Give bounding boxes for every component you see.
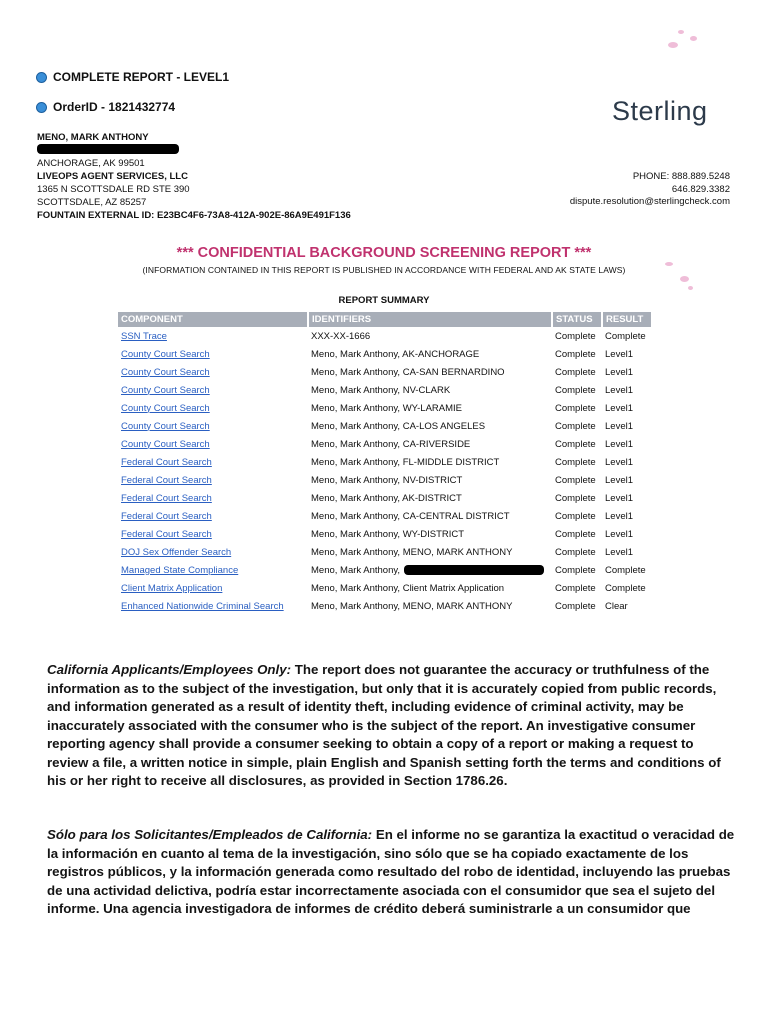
- identifier-text: Meno, Mark Anthony, AK-ANCHORAGE: [311, 348, 480, 360]
- identifier-cell: [308, 345, 552, 363]
- header-result: RESULT: [602, 312, 651, 327]
- identifier-text: Meno, Mark Anthony,: [311, 564, 401, 576]
- employer-name: LIVEOPS AGENT SERVICES, LLC: [37, 171, 188, 182]
- result-cell: Level1: [605, 402, 633, 414]
- component-cell: [118, 453, 308, 471]
- subject-name: MENO, MARK ANTHONY: [37, 132, 149, 143]
- component-cell: [118, 381, 308, 399]
- subject-block: [37, 131, 397, 222]
- identifier-text: Meno, Mark Anthony, AK-DISTRICT: [311, 492, 462, 504]
- result-cell: Level1: [605, 492, 633, 504]
- table-row: [118, 579, 651, 597]
- confidential-title: *** CONFIDENTIAL BACKGROUND SCREENING REPORT ***: [176, 245, 592, 261]
- component-link[interactable]: Managed State Compliance: [121, 564, 239, 576]
- result-cell: Level1: [605, 510, 633, 522]
- component-link[interactable]: Federal Court Search: [121, 528, 212, 540]
- identifier-cell: [308, 579, 552, 597]
- component-link[interactable]: County Court Search: [121, 384, 210, 396]
- table-row: [118, 561, 651, 579]
- component-cell: [118, 435, 308, 453]
- california-notice-lead: California Applicants/Employees Only:: [47, 662, 292, 677]
- result-cell: Complete: [605, 330, 646, 342]
- status-cell: Complete: [555, 330, 596, 342]
- table-row: [118, 363, 651, 381]
- status-cell: Complete: [555, 384, 596, 396]
- contact-block: [470, 171, 730, 209]
- california-notice: [47, 661, 737, 791]
- redacted-address: [37, 144, 397, 157]
- result-cell: Complete: [605, 564, 646, 576]
- result-cell: Level1: [605, 366, 633, 378]
- component-link[interactable]: County Court Search: [121, 420, 210, 432]
- identifier-cell: [308, 363, 552, 381]
- status-cell: Complete: [555, 420, 596, 432]
- table-row: [118, 417, 651, 435]
- result-cell: Level1: [605, 348, 633, 360]
- component-cell: [118, 525, 308, 543]
- result-cell: Level1: [605, 420, 633, 432]
- result-cell: Level1: [605, 438, 633, 450]
- component-link[interactable]: Federal Court Search: [121, 456, 212, 468]
- identifier-text: Meno, Mark Anthony, CA-LOS ANGELES: [311, 420, 486, 432]
- spanish-notice: [47, 826, 737, 919]
- component-link[interactable]: Federal Court Search: [121, 510, 212, 522]
- spanish-notice-text: En el informe no se garantiza la exactitud o veracidad de la información en cuanto al tema de la investigación, sino sólo que se ha copiado exactamente de los registros públicos, y la información generada como resultado del robo de identidad, incluyendo las pruebas de una actividad delictiva, podría estar incorrectamente asociada con el consumidor que sea el sujeto del informe. Una agencia investigadora de informes de crédito deberá suministrarle a un consumidor que: [47, 827, 735, 916]
- identifier-text: Meno, Mark Anthony, NV-CLARK: [311, 384, 451, 396]
- identifier-cell: [308, 399, 552, 417]
- dispute-email: dispute.resolution@sterlingcheck.com: [569, 196, 730, 207]
- identifier-cell: [308, 381, 552, 399]
- component-link[interactable]: County Court Search: [121, 402, 210, 414]
- bullet-icon: [36, 72, 47, 83]
- order-id-text: OrderID - 1821432774: [53, 100, 176, 114]
- component-cell: [118, 507, 308, 525]
- status-cell: Complete: [555, 600, 596, 612]
- redaction-bar: [37, 144, 179, 154]
- california-notice-text: The report does not guarantee the accuracy or truthfulness of the information as to the subject of the investigation, but only that it is accurately copied from public records, and information generated as a result of identity theft, including evidence of criminal activity, may be inaccurately associated with the consumer who is the subject of the report. An investigative consumer reporting agency shall provide a consumer seeking to obtain a copy of a report or making a request to review a file, a written notice in simple, plain English and Spanish setting forth the terms and conditions of his or her right to receive all disclosures, as provided in Section 1786.26.: [47, 662, 721, 788]
- header-identifiers: IDENTIFIERS: [308, 312, 552, 327]
- employer-address-1: 1365 N SCOTTSDALE RD STE 390: [37, 184, 190, 195]
- component-link[interactable]: County Court Search: [121, 348, 210, 360]
- status-cell: Complete: [555, 546, 596, 558]
- table-row: [118, 543, 651, 561]
- stain-mark: [680, 276, 689, 282]
- identifier-cell: [308, 525, 552, 543]
- status-cell: Complete: [555, 402, 596, 414]
- status-cell: Complete: [555, 474, 596, 486]
- table-header-row: [118, 312, 651, 327]
- table-row: [118, 507, 651, 525]
- order-id-heading: [36, 100, 175, 114]
- bullet-icon: [36, 102, 47, 113]
- status-cell: Complete: [555, 438, 596, 450]
- status-cell: Complete: [555, 582, 596, 594]
- result-cell: Complete: [605, 582, 646, 594]
- identifier-text: Meno, Mark Anthony, NV-DISTRICT: [311, 474, 463, 486]
- component-link[interactable]: SSN Trace: [121, 330, 167, 342]
- table-row: [118, 399, 651, 417]
- component-cell: [118, 579, 308, 597]
- status-cell: Complete: [555, 492, 596, 504]
- identifier-cell: [308, 471, 552, 489]
- identifier-text: Meno, Mark Anthony, WY-DISTRICT: [311, 528, 465, 540]
- table-row: [118, 327, 651, 345]
- status-cell: Complete: [555, 564, 596, 576]
- component-cell: [118, 489, 308, 507]
- header-status: STATUS: [552, 312, 602, 327]
- result-cell: Level1: [605, 474, 633, 486]
- report-summary-title: REPORT SUMMARY: [338, 295, 430, 306]
- status-cell: Complete: [555, 456, 596, 468]
- identifier-text: Meno, Mark Anthony, CA-RIVERSIDE: [311, 438, 471, 450]
- identifier-text: Meno, Mark Anthony, FL-MIDDLE DISTRICT: [311, 456, 500, 468]
- table-row: [118, 453, 651, 471]
- component-link[interactable]: Federal Court Search: [121, 492, 212, 504]
- identifier-text: Meno, Mark Anthony, CA-CENTRAL DISTRICT: [311, 510, 510, 522]
- status-cell: Complete: [555, 348, 596, 360]
- component-cell: [118, 345, 308, 363]
- stain-mark: [690, 36, 697, 41]
- result-cell: Clear: [605, 600, 628, 612]
- table-row: [118, 489, 651, 507]
- table-row: [118, 345, 651, 363]
- identifier-cell: [308, 597, 552, 615]
- table-row: [118, 471, 651, 489]
- component-cell: [118, 471, 308, 489]
- table-row: [118, 435, 651, 453]
- component-link[interactable]: DOJ Sex Offender Search: [121, 546, 232, 558]
- identifier-cell: [308, 543, 552, 561]
- component-cell: [118, 363, 308, 381]
- identifier-cell: [308, 507, 552, 525]
- table-row: [118, 381, 651, 399]
- component-link[interactable]: Federal Court Search: [121, 474, 212, 486]
- component-cell: [118, 417, 308, 435]
- component-link[interactable]: Client Matrix Application: [121, 582, 223, 594]
- result-cell: Level1: [605, 546, 633, 558]
- identifier-text: Meno, Mark Anthony, CA-SAN BERNARDINO: [311, 366, 505, 378]
- component-cell: [118, 597, 308, 615]
- header-component: COMPONENT: [118, 312, 308, 327]
- phone-secondary: 646.829.3382: [671, 183, 730, 195]
- stain-mark: [668, 42, 678, 48]
- identifier-cell: [308, 453, 552, 471]
- report-level-text: COMPLETE REPORT - LEVEL1: [53, 70, 230, 84]
- component-cell: [118, 399, 308, 417]
- redaction-bar: [404, 565, 544, 575]
- external-id: FOUNTAIN EXTERNAL ID: E23BC4F6-73A8-412A-902E-86A9E491F136: [37, 210, 351, 221]
- status-cell: Complete: [555, 528, 596, 540]
- component-link[interactable]: County Court Search: [121, 366, 210, 378]
- subject-city: ANCHORAGE, AK 99501: [37, 158, 145, 169]
- phone-primary: PHONE: 888.889.5248: [632, 171, 730, 182]
- identifier-cell: [308, 327, 552, 345]
- result-cell: Level1: [605, 384, 633, 396]
- identifier-cell: [308, 435, 552, 453]
- identifier-text: Meno, Mark Anthony, MENO, MARK ANTHONY: [311, 546, 513, 558]
- result-cell: Level1: [605, 528, 633, 540]
- sterling-logo: Sterling: [612, 96, 708, 126]
- status-cell: Complete: [555, 366, 596, 378]
- result-cell: Level1: [605, 456, 633, 468]
- identifier-text: Meno, Mark Anthony, WY-LARAMIE: [311, 402, 463, 414]
- identifier-text: Meno, Mark Anthony, Client Matrix Application: [311, 582, 505, 594]
- stain-mark: [688, 286, 693, 290]
- spanish-notice-lead: Sólo para los Solicitantes/Empleados de California:: [47, 827, 373, 842]
- stain-mark: [678, 30, 684, 34]
- identifier-cell: [308, 561, 552, 579]
- report-level-heading: [36, 70, 229, 84]
- component-cell: [118, 543, 308, 561]
- identifier-cell: [308, 489, 552, 507]
- component-cell: [118, 327, 308, 345]
- employer-address-2: SCOTTSDALE, AZ 85257: [37, 197, 147, 208]
- identifier-text: Meno, Mark Anthony, MENO, MARK ANTHONY: [311, 600, 513, 612]
- table-row: [118, 525, 651, 543]
- report-summary-table: [118, 312, 651, 615]
- table-row: [118, 597, 651, 615]
- confidential-subtitle: (INFORMATION CONTAINED IN THIS REPORT IS PUBLISHED IN ACCORDANCE WITH FEDERAL AND AK STATE LAWS): [142, 265, 626, 275]
- component-cell: [118, 561, 308, 579]
- component-link[interactable]: Enhanced Nationwide Criminal Search: [121, 600, 284, 612]
- identifier-cell: [308, 417, 552, 435]
- component-link[interactable]: County Court Search: [121, 438, 210, 450]
- identifier-text: XXX-XX-1666: [311, 330, 371, 342]
- status-cell: Complete: [555, 510, 596, 522]
